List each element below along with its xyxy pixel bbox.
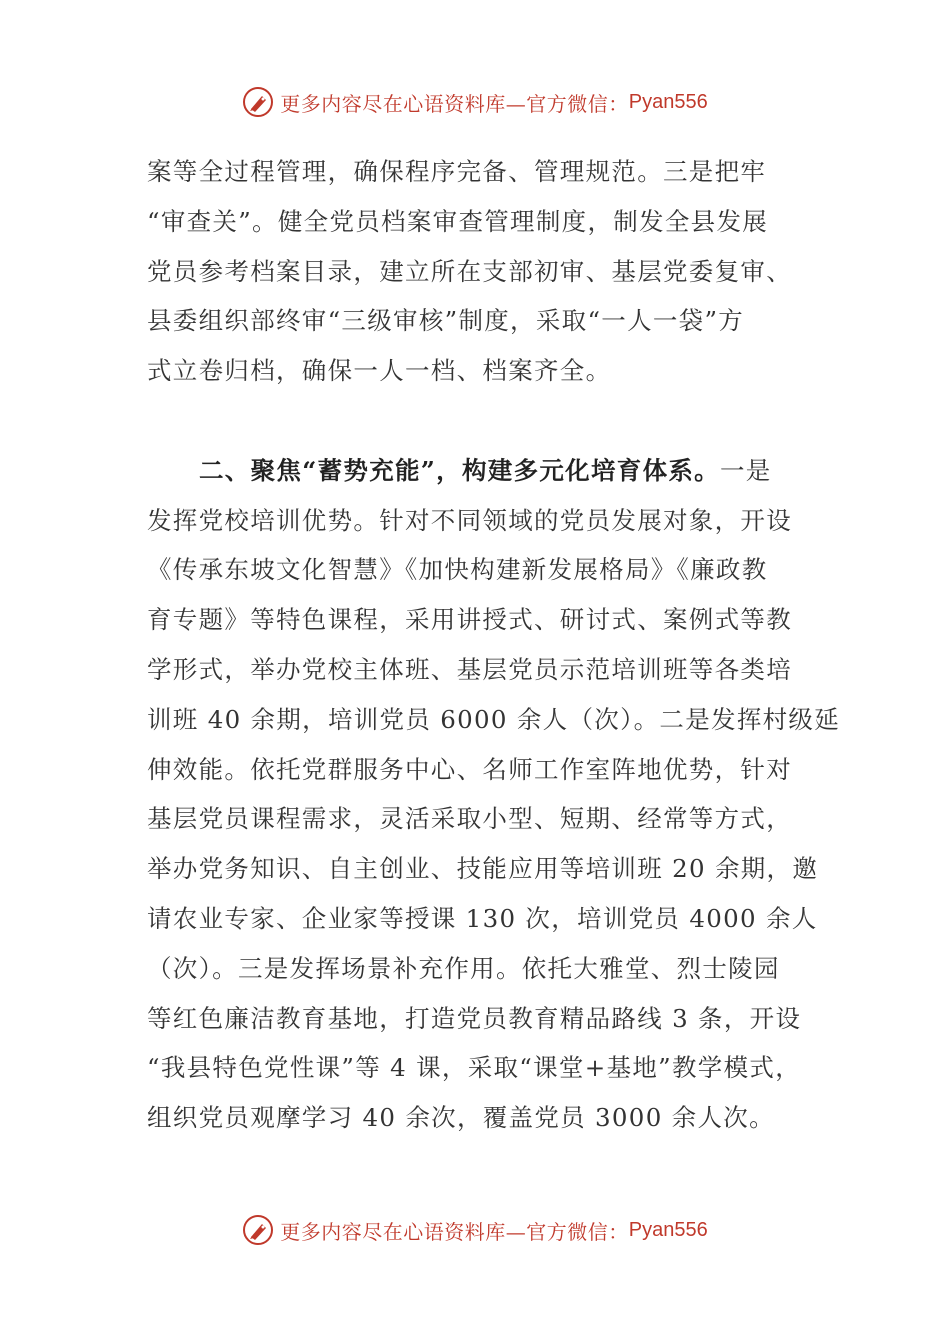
text-line: 育专题》等特色课程，采用讲授式、研讨式、案例式等教 [147, 605, 792, 635]
heading-continuation: 一是 [719, 455, 772, 485]
text-line: 县委组织部终审“三级审核”制度，采取“一人一袋”方 [147, 306, 745, 336]
watermark-text: 更多内容尽在心语资料库—官方微信： [280, 1219, 629, 1244]
text-line: 请农业专家、企业家等授课 130 次，培训党员 4000 余人 [147, 903, 818, 933]
paragraph-archive-review [147, 147, 817, 396]
text-line: 学形式，举办党校主体班、基层党员示范培训班等各类培 [147, 654, 792, 684]
pen-nib-logo-icon [242, 1214, 274, 1246]
watermark-wechat-id: Pyan556 [628, 1218, 708, 1241]
paragraph-spacer [147, 396, 817, 446]
text-line: 组织党员观摩学习 40 余次，覆盖党员 3000 余人次。 [147, 1103, 775, 1133]
pen-nib-logo-icon [242, 86, 274, 118]
document-body [147, 147, 841, 1143]
header-watermark [0, 82, 950, 122]
section-heading: 二、聚焦“蓄势充能”，构建多元化培育体系。 [199, 455, 720, 485]
text-line: （次）。三是发挥场景补充作用。依托大雅堂、烈士陵园 [147, 953, 780, 983]
footer-watermark [0, 1210, 950, 1250]
text-line: 举办党务知识、自主创业、技能应用等培训班 20 余期，邀 [147, 854, 819, 884]
text-line: “我县特色党性课”等 4 课，采取“课堂+基地”教学模式， [147, 1053, 801, 1083]
paragraph-training-system [147, 446, 841, 1143]
watermark-wechat-id: Pyan556 [628, 90, 708, 113]
text-line: 伸效能。依托党群服务中心、名师工作室阵地优势，针对 [147, 754, 792, 784]
text-line: “审查关”。健全党员档案审查管理制度，制发全县发展 [147, 206, 769, 236]
text-line: 发挥党校培训优势。针对不同领域的党员发展对象，开设 [147, 505, 792, 535]
text-line: 案等全过程管理，确保程序完备、管理规范。三是把牢 [147, 157, 767, 186]
text-line: 等红色廉洁教育基地，打造党员教育精品路线 3 条，开设 [147, 1003, 802, 1033]
text-line: 《传承东坡文化智慧》《加快构建新发展格局》《廉政教 [147, 555, 768, 585]
text-line: 党员参考档案目录，建立所在支部初审、基层党委复审、 [147, 256, 792, 286]
text-line: 式立卷归档，确保一人一档、档案齐全。 [147, 356, 612, 386]
text-line [147, 446, 817, 496]
text-line: 基层党员课程需求，灵活采取小型、短期、经常等方式， [147, 804, 792, 834]
text-line: 训班 40 余期，培训党员 6000 余人（次）。二是发挥村级延 [147, 704, 841, 734]
watermark-text: 更多内容尽在心语资料库—官方微信： [280, 91, 629, 116]
